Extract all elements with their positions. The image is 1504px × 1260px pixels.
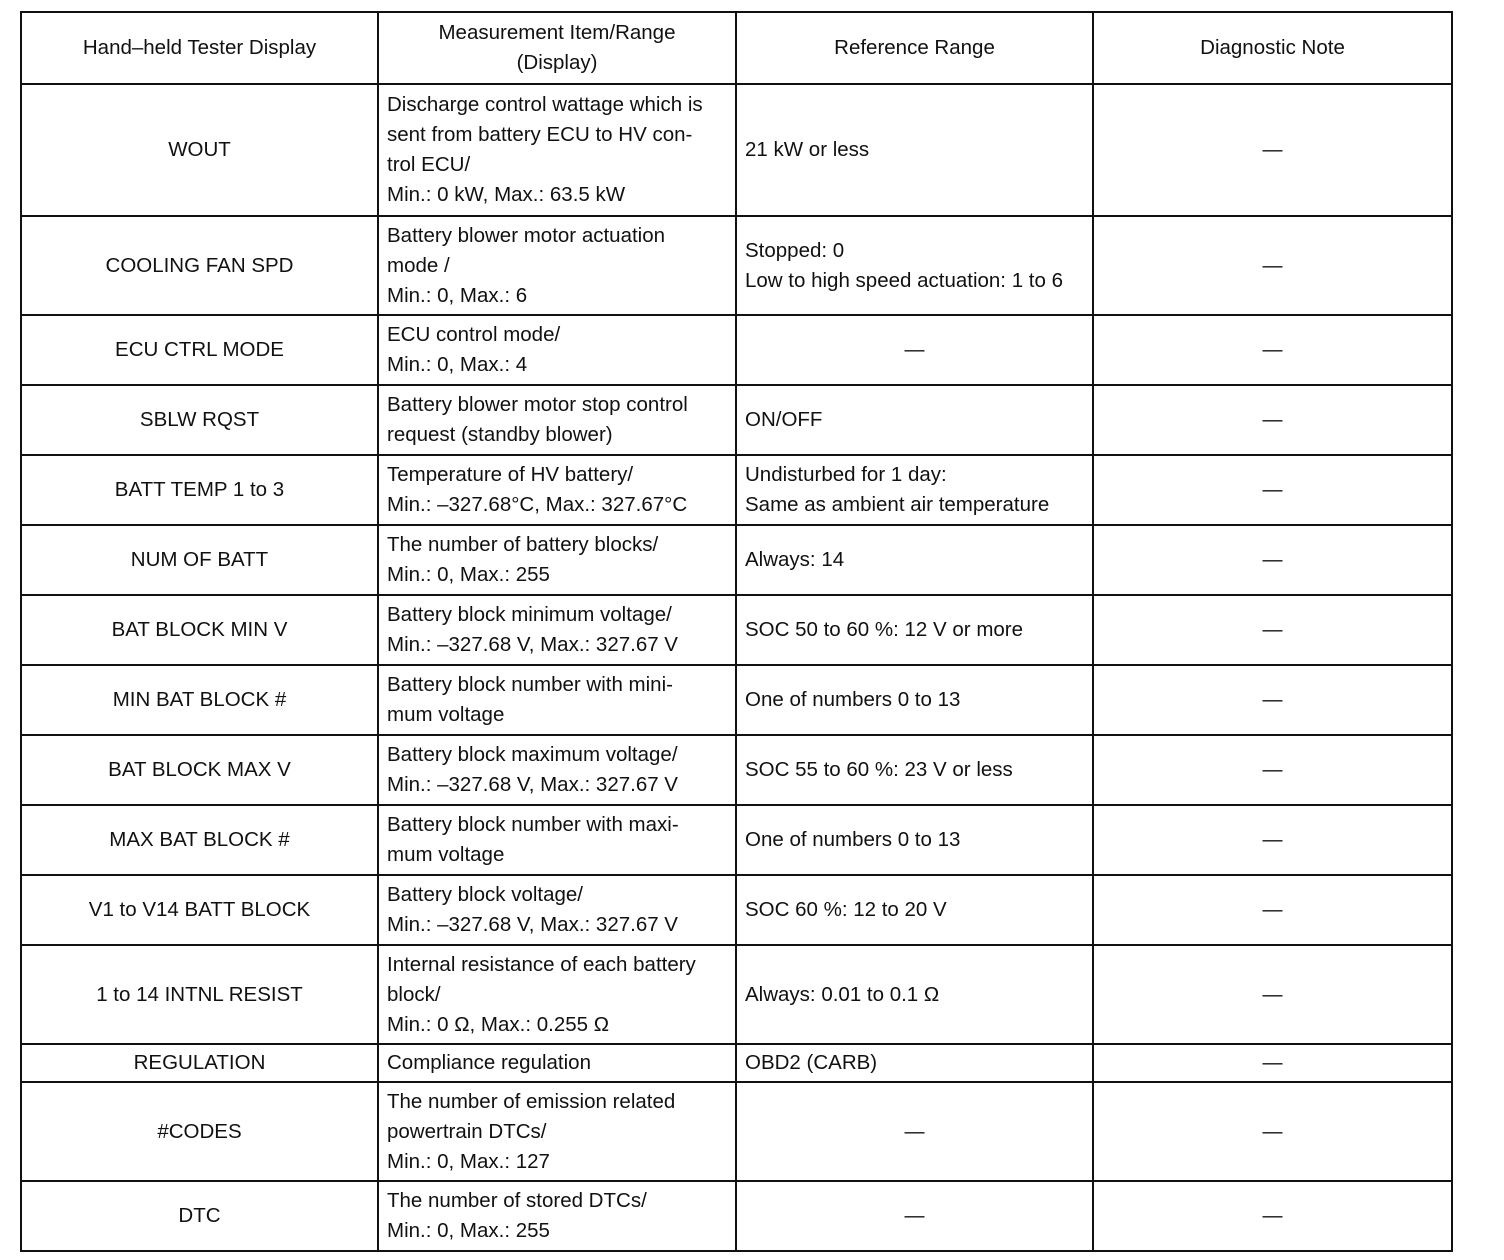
- measurement-cell: Battery block minimum voltage/ Min.: –327.68 V, Max.: 327.67 V: [378, 595, 736, 665]
- note-cell: —: [1093, 875, 1452, 945]
- tester-display-cell: 1 to 14 INTNL RESIST: [21, 945, 378, 1044]
- note-cell: —: [1093, 455, 1452, 525]
- reference-cell: —: [736, 315, 1093, 385]
- measurement-cell: Battery block number with maxi- mum voltage: [378, 805, 736, 875]
- note-cell: —: [1093, 805, 1452, 875]
- tester-display-cell: COOLING FAN SPD: [21, 216, 378, 315]
- reference-cell: Undisturbed for 1 day: Same as ambient air temperature: [736, 455, 1093, 525]
- header-reference-range: Reference Range: [736, 12, 1093, 84]
- note-cell: —: [1093, 84, 1452, 216]
- note-cell: —: [1093, 735, 1452, 805]
- note-cell: —: [1093, 1082, 1452, 1181]
- note-cell: —: [1093, 315, 1452, 385]
- measurement-cell: Discharge control wattage which is sent from battery ECU to HV con- trol ECU/ Min.: 0 kW, Max.: 63.5 kW: [378, 84, 736, 216]
- table-row: [21, 875, 1452, 945]
- reference-cell: —: [736, 1181, 1093, 1251]
- tester-display-cell: BATT TEMP 1 to 3: [21, 455, 378, 525]
- table-header: [21, 12, 1452, 84]
- table-row: [21, 385, 1452, 455]
- tester-display-cell: DTC: [21, 1181, 378, 1251]
- note-cell: —: [1093, 216, 1452, 315]
- header-tester-display: Hand–held Tester Display: [21, 12, 378, 84]
- table-row: [21, 84, 1452, 216]
- reference-cell: One of numbers 0 to 13: [736, 805, 1093, 875]
- table-row: [21, 455, 1452, 525]
- tester-display-cell: ECU CTRL MODE: [21, 315, 378, 385]
- tester-display-cell: V1 to V14 BATT BLOCK: [21, 875, 378, 945]
- table-row: [21, 1082, 1452, 1181]
- tester-display-cell: BAT BLOCK MAX V: [21, 735, 378, 805]
- measurement-cell: The number of emission related powertrain DTCs/ Min.: 0, Max.: 127: [378, 1082, 736, 1181]
- note-cell: —: [1093, 385, 1452, 455]
- reference-cell: 21 kW or less: [736, 84, 1093, 216]
- table-body: [21, 84, 1452, 1251]
- tester-display-cell: REGULATION: [21, 1044, 378, 1082]
- tester-display-cell: NUM OF BATT: [21, 525, 378, 595]
- note-cell: —: [1093, 665, 1452, 735]
- note-cell: —: [1093, 945, 1452, 1044]
- table-row: [21, 315, 1452, 385]
- tester-display-cell: SBLW RQST: [21, 385, 378, 455]
- reference-cell: Stopped: 0 Low to high speed actuation: 1 to 6: [736, 216, 1093, 315]
- reference-cell: SOC 50 to 60 %: 12 V or more: [736, 595, 1093, 665]
- measurement-cell: The number of battery blocks/ Min.: 0, Max.: 255: [378, 525, 736, 595]
- measurement-cell: Battery block number with mini- mum voltage: [378, 665, 736, 735]
- table-row: [21, 945, 1452, 1044]
- note-cell: —: [1093, 1181, 1452, 1251]
- reference-cell: SOC 55 to 60 %: 23 V or less: [736, 735, 1093, 805]
- reference-cell: Always: 0.01 to 0.1 Ω: [736, 945, 1093, 1044]
- reference-cell: OBD2 (CARB): [736, 1044, 1093, 1082]
- tester-display-cell: MAX BAT BLOCK #: [21, 805, 378, 875]
- table-row: [21, 735, 1452, 805]
- table-row: [21, 1181, 1452, 1251]
- tester-display-cell: #CODES: [21, 1082, 378, 1181]
- reference-cell: One of numbers 0 to 13: [736, 665, 1093, 735]
- table-row: [21, 805, 1452, 875]
- table-row: [21, 216, 1452, 315]
- measurement-cell: Battery blower motor actuation mode / Min.: 0, Max.: 6: [378, 216, 736, 315]
- header-row: [21, 12, 1452, 84]
- measurement-cell: Internal resistance of each battery block/ Min.: 0 Ω, Max.: 0.255 Ω: [378, 945, 736, 1044]
- table-row: [21, 525, 1452, 595]
- table-row: [21, 665, 1452, 735]
- note-cell: —: [1093, 595, 1452, 665]
- header-diagnostic-note: Diagnostic Note: [1093, 12, 1452, 84]
- table-row: [21, 595, 1452, 665]
- measurement-cell: Battery blower motor stop control request (standby blower): [378, 385, 736, 455]
- tester-display-cell: MIN BAT BLOCK #: [21, 665, 378, 735]
- measurement-cell: Compliance regulation: [378, 1044, 736, 1082]
- table-row: [21, 1044, 1452, 1082]
- reference-cell: —: [736, 1082, 1093, 1181]
- reference-cell: ON/OFF: [736, 385, 1093, 455]
- data-list-table: [20, 11, 1453, 1252]
- tester-display-cell: WOUT: [21, 84, 378, 216]
- measurement-cell: The number of stored DTCs/ Min.: 0, Max.: 255: [378, 1181, 736, 1251]
- tester-display-cell: BAT BLOCK MIN V: [21, 595, 378, 665]
- reference-cell: Always: 14: [736, 525, 1093, 595]
- measurement-cell: Battery block voltage/ Min.: –327.68 V, Max.: 327.67 V: [378, 875, 736, 945]
- note-cell: —: [1093, 1044, 1452, 1082]
- measurement-cell: Battery block maximum voltage/ Min.: –327.68 V, Max.: 327.67 V: [378, 735, 736, 805]
- reference-cell: SOC 60 %: 12 to 20 V: [736, 875, 1093, 945]
- measurement-cell: ECU control mode/ Min.: 0, Max.: 4: [378, 315, 736, 385]
- measurement-cell: Temperature of HV battery/ Min.: –327.68°C, Max.: 327.67°C: [378, 455, 736, 525]
- header-measurement-item: Measurement Item/Range (Display): [378, 12, 736, 84]
- note-cell: —: [1093, 525, 1452, 595]
